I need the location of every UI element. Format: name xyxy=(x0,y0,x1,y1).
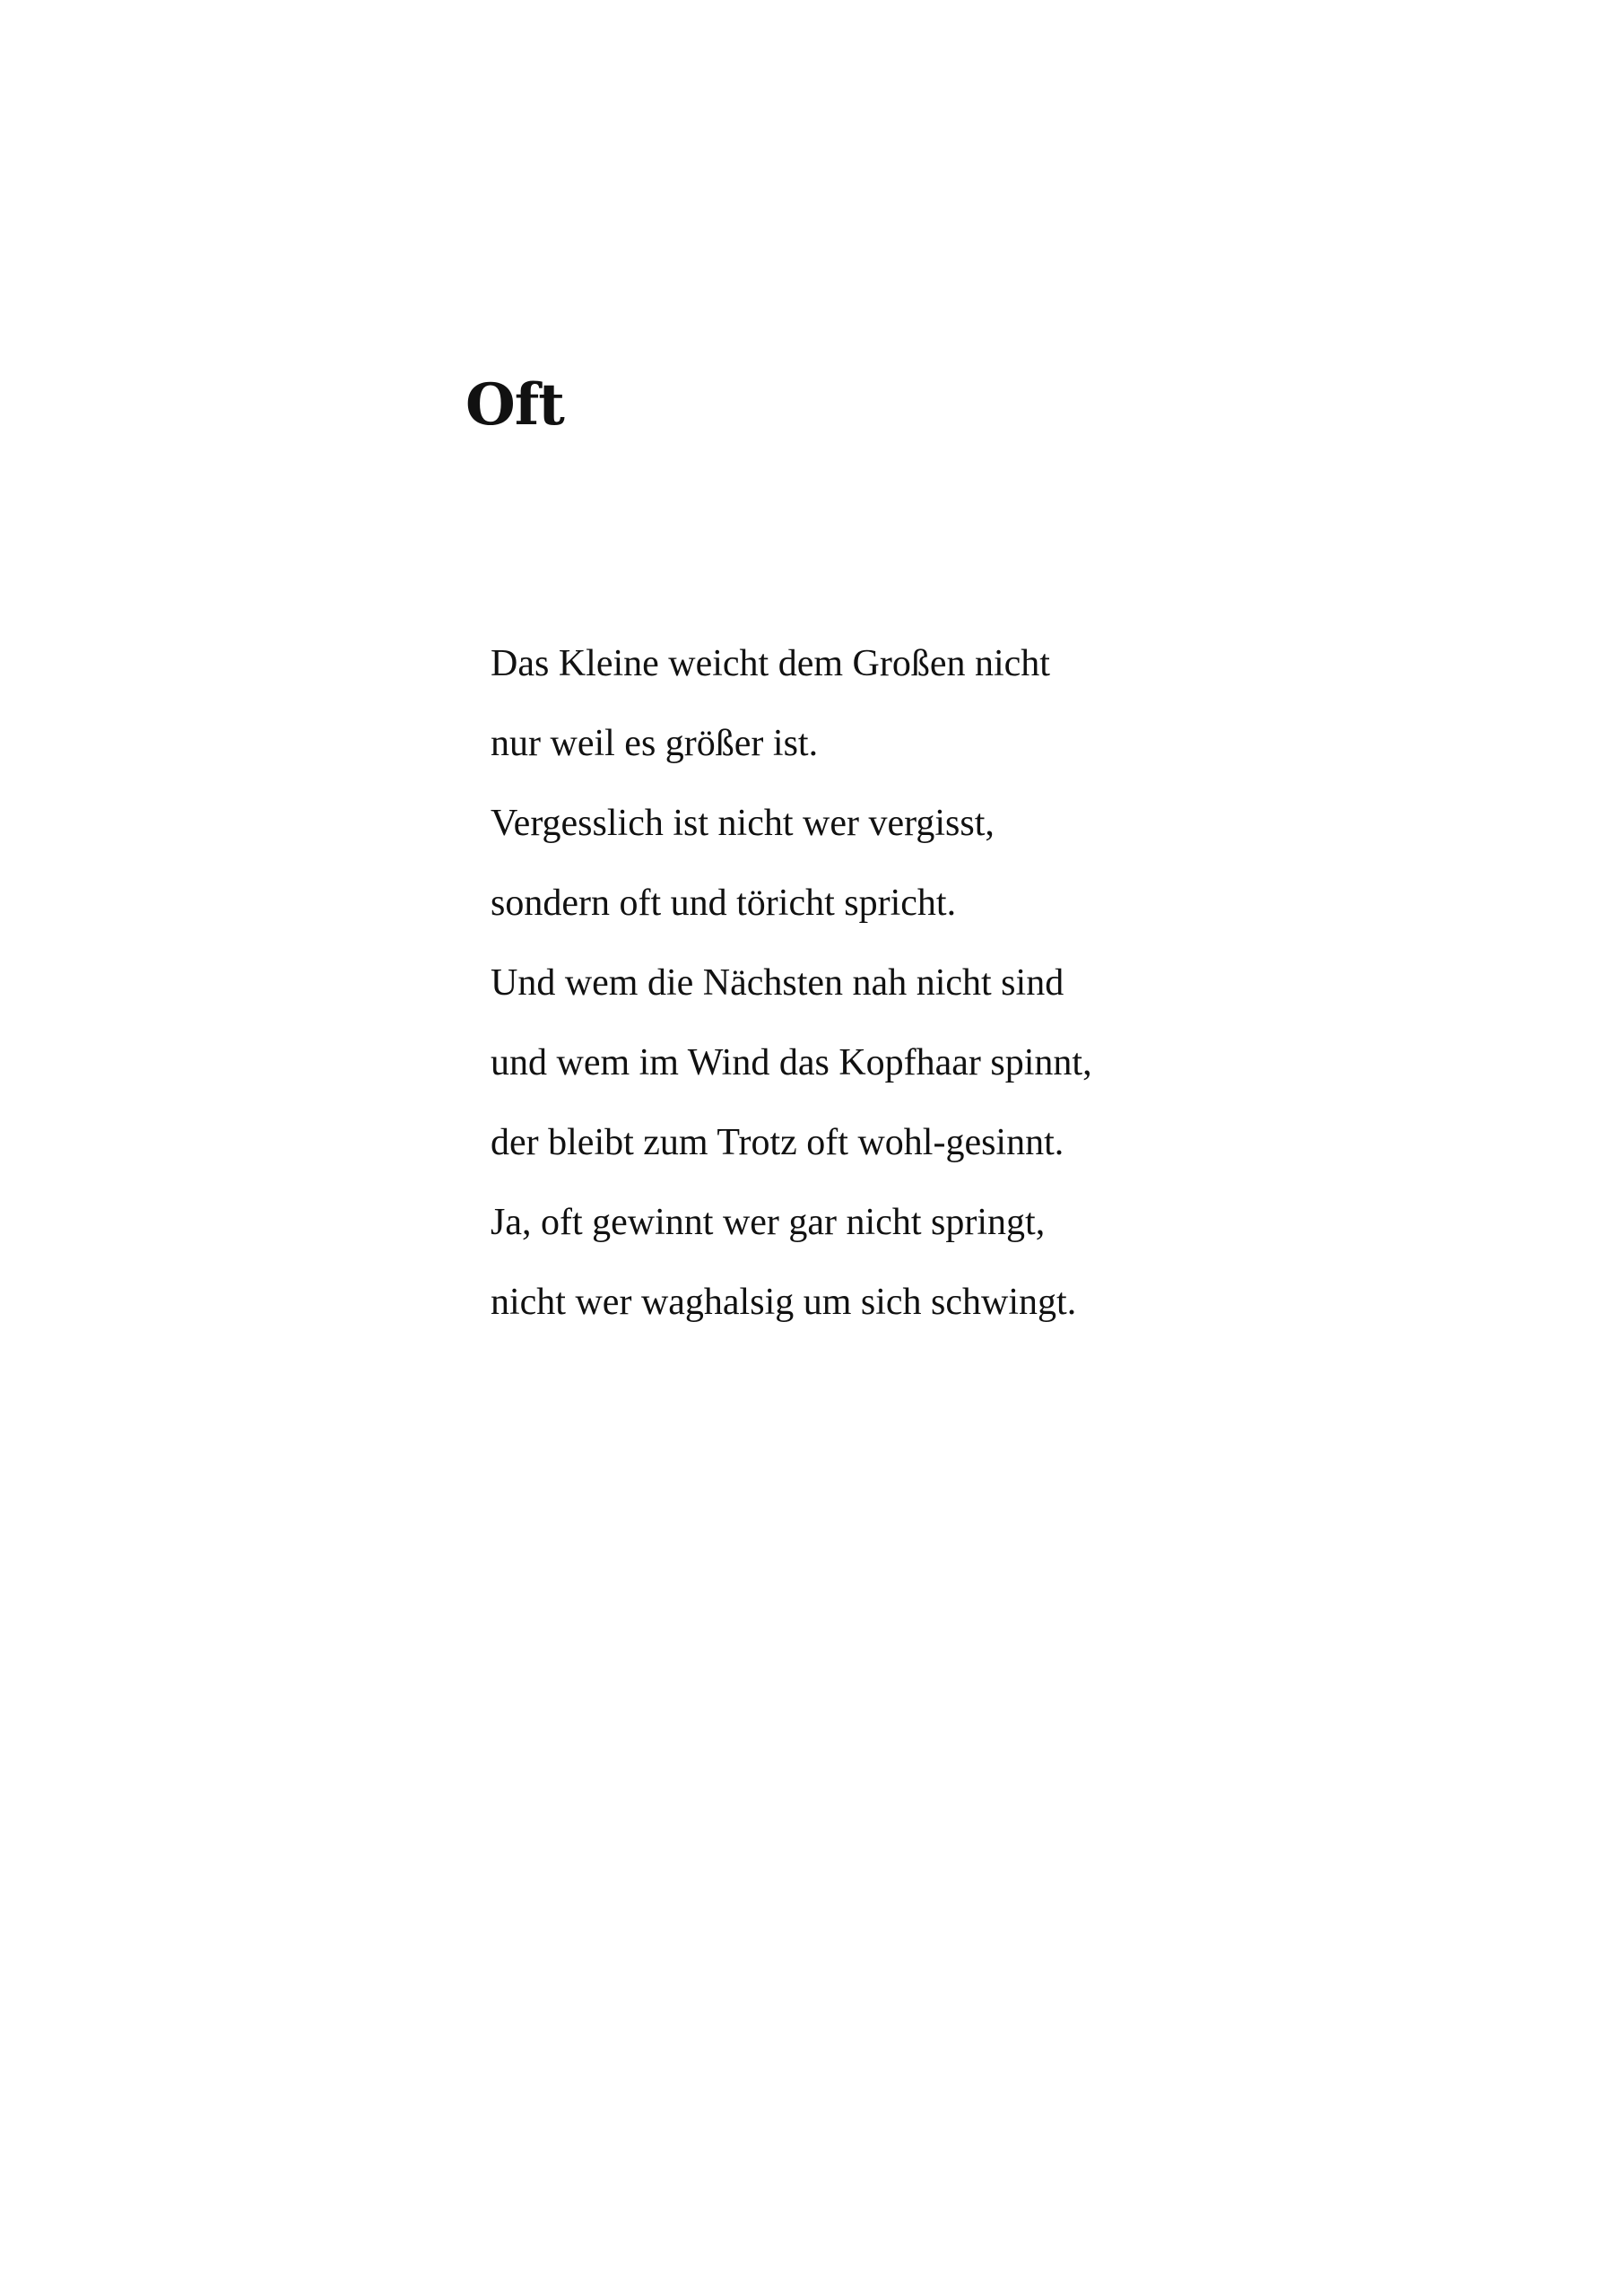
poem-line: Ja, oft gewinnt wer gar nicht springt, xyxy=(491,1202,1046,1243)
poem-line: Das Kleine weicht dem Großen nicht xyxy=(491,643,1050,684)
poem-title: Oft xyxy=(465,371,564,439)
poem-stanza xyxy=(491,624,1092,1343)
poem-line: nur weil es größer ist. xyxy=(491,723,819,764)
poem-line: Vergesslich ist nicht wer vergisst, xyxy=(491,803,995,844)
poem-line: der bleibt zum Trotz oft wohl-gesinnt. xyxy=(491,1122,1064,1163)
poem-line: und wem im Wind das Kopfhaar spinnt, xyxy=(491,1042,1092,1083)
poem-line: sondern oft und töricht spricht. xyxy=(491,883,957,924)
poem-line: nicht wer waghalsig um sich schwingt. xyxy=(491,1282,1077,1323)
poem-line: Und wem die Nächsten nah nicht sind xyxy=(491,962,1064,1004)
